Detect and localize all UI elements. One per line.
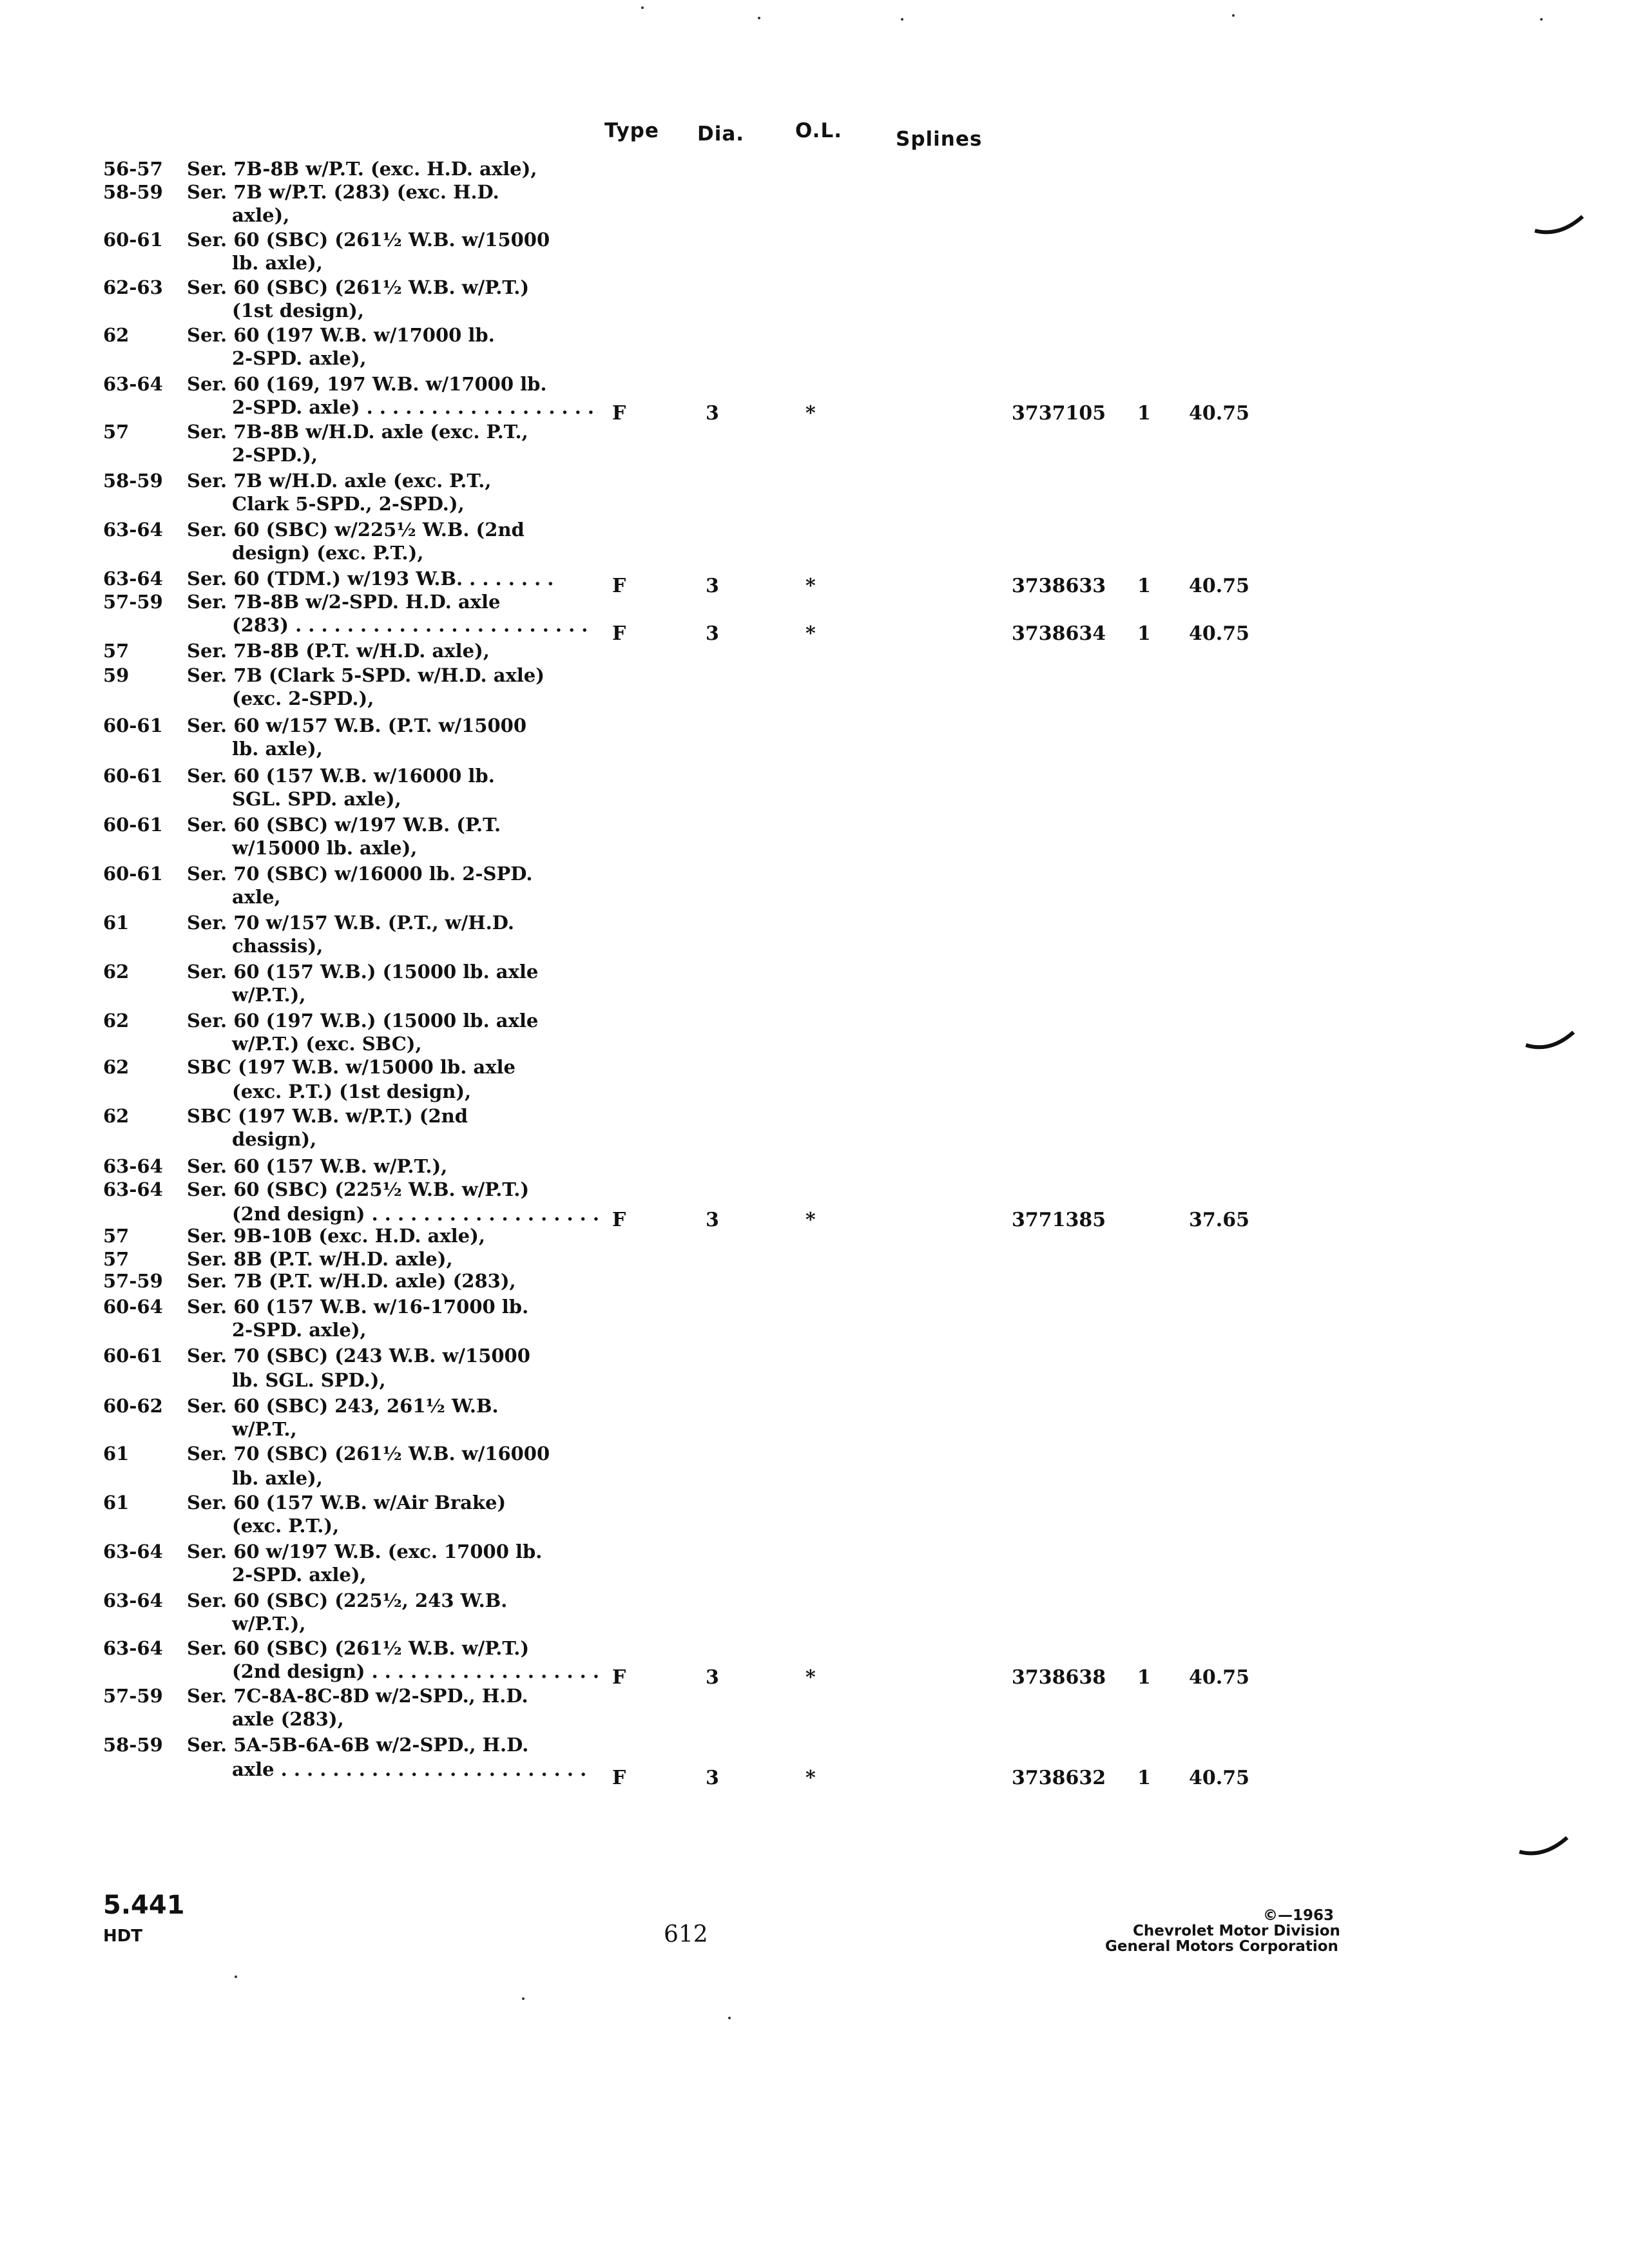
model-year: 63-64 — [103, 1155, 163, 1177]
model-year: 60-61 — [103, 765, 163, 787]
application-continuation: (2nd design) . . . . . . . . . . . . . . . . . . — [232, 1660, 599, 1682]
spec-quantity: 1 — [1137, 622, 1151, 645]
scan-speck — [1540, 18, 1543, 21]
model-year: 60-61 — [103, 814, 163, 836]
binding-mark — [1525, 1030, 1576, 1055]
spec-price: 40.75 — [1189, 575, 1249, 597]
application-continuation: w/P.T., — [232, 1418, 297, 1440]
scan-speck — [1232, 14, 1235, 17]
spec-ol: * — [805, 575, 816, 597]
model-year: 60-62 — [103, 1395, 163, 1417]
scan-speck — [641, 6, 644, 9]
application-continuation: axle . . . . . . . . . . . . . . . . . . . . . . . . — [232, 1758, 587, 1780]
spec-price: 40.75 — [1189, 1767, 1249, 1789]
part-number: 3738632 — [1012, 1767, 1106, 1789]
application-continuation: w/P.T.) (exc. SBC), — [232, 1033, 422, 1055]
part-number: 3738634 — [1012, 622, 1106, 645]
model-year: 58-59 — [103, 1734, 163, 1756]
application-text: Ser. 60 (TDM.) w/193 W.B. . . . . . . . — [187, 568, 554, 590]
model-year: 57 — [103, 1248, 130, 1270]
model-year: 62 — [103, 961, 130, 983]
spec-ol: * — [805, 1666, 816, 1689]
application-continuation: axle), — [232, 204, 290, 226]
application-text: Ser. 60 (157 W.B. w/Air Brake) — [187, 1492, 506, 1514]
application-text: Ser. 60 (157 W.B. w/16-17000 lb. — [187, 1296, 529, 1318]
application-text: Ser. 60 w/197 W.B. (exc. 17000 lb. — [187, 1541, 543, 1562]
spec-price: 40.75 — [1189, 1666, 1249, 1689]
application-continuation: design) (exc. P.T.), — [232, 542, 424, 564]
application-text: Ser. 60 (SBC) (261½ W.B. w/15000 — [187, 229, 550, 251]
model-year: 56-57 — [103, 158, 163, 180]
model-year: 63-64 — [103, 1178, 163, 1200]
model-year: 62-63 — [103, 276, 163, 298]
application-continuation: design), — [232, 1128, 317, 1150]
application-continuation: chassis), — [232, 935, 323, 957]
model-year: 63-64 — [103, 519, 163, 541]
application-continuation: w/15000 lb. axle), — [232, 837, 418, 859]
model-year: 62 — [103, 1105, 130, 1127]
spec-price: 37.65 — [1189, 1209, 1249, 1231]
application-text: Ser. 7C-8A-8C-8D w/2-SPD., H.D. — [187, 1685, 528, 1707]
header-dia: Dia. — [697, 122, 745, 146]
application-continuation: lb. SGL. SPD.), — [232, 1369, 386, 1391]
application-continuation: 2-SPD. axle), — [232, 1564, 367, 1586]
application-text: Ser. 60 (SBC) (225½, 243 W.B. — [187, 1590, 508, 1611]
spec-ol: * — [805, 1767, 816, 1789]
binding-mark — [1518, 1835, 1570, 1861]
spec-quantity: 1 — [1137, 575, 1151, 597]
model-year: 57 — [103, 1225, 130, 1247]
scan-speck — [235, 1975, 237, 1978]
model-year: 60-64 — [103, 1296, 163, 1318]
application-continuation: (283) . . . . . . . . . . . . . . . . . . . . . . . — [232, 614, 588, 636]
model-year: 58-59 — [103, 470, 163, 492]
application-continuation: axle (283), — [232, 1708, 344, 1730]
application-text: Ser. 60 (SBC) (261½ W.B. w/P.T.) — [187, 1637, 530, 1659]
application-text: Ser. 7B (P.T. w/H.D. axle) (283), — [187, 1270, 516, 1292]
page-number: 612 — [664, 1921, 708, 1948]
application-text: Ser. 60 (157 W.B.) (15000 lb. axle — [187, 961, 539, 983]
section-code: HDT — [103, 1927, 143, 1946]
application-text: Ser. 60 (SBC) w/197 W.B. (P.T. — [187, 814, 501, 836]
model-year: 58-59 — [103, 181, 163, 203]
model-year: 62 — [103, 1010, 130, 1032]
model-year: 61 — [103, 1443, 130, 1465]
spec-dia: 3 — [706, 1767, 719, 1789]
application-continuation: (exc. P.T.), — [232, 1515, 340, 1537]
application-text: Ser. 60 (197 W.B.) (15000 lb. axle — [187, 1010, 539, 1032]
spec-ol: * — [805, 402, 816, 425]
section-number: 5.441 — [103, 1890, 185, 1920]
spec-dia: 3 — [706, 1209, 719, 1231]
application-continuation: w/P.T.), — [232, 1613, 306, 1635]
model-year: 63-64 — [103, 1541, 163, 1562]
application-continuation: 2-SPD. axle), — [232, 1319, 367, 1341]
scan-speck — [728, 2017, 731, 2019]
copyright-line: ©—1963 — [1263, 1907, 1335, 1924]
application-text: Ser. 60 w/157 W.B. (P.T. w/15000 — [187, 715, 526, 736]
application-continuation: 2-SPD. axle) . . . . . . . . . . . . . . . . . . — [232, 396, 595, 418]
application-continuation: w/P.T.), — [232, 984, 306, 1006]
model-year: 63-64 — [103, 1637, 163, 1659]
spec-type: F — [612, 1666, 626, 1689]
application-continuation: (2nd design) . . . . . . . . . . . . . . . . . . — [232, 1203, 599, 1225]
application-text: Ser. 60 (SBC) w/225½ W.B. (2nd — [187, 519, 525, 541]
model-year: 61 — [103, 912, 130, 934]
application-continuation: lb. axle), — [232, 738, 323, 760]
model-year: 60-61 — [103, 863, 163, 885]
part-number: 3738638 — [1012, 1666, 1106, 1689]
model-year: 60-61 — [103, 229, 163, 251]
header-splines: Splines — [896, 128, 983, 151]
application-continuation: (1st design), — [232, 300, 364, 322]
scan-speck — [758, 17, 760, 19]
application-continuation: 2-SPD. axle), — [232, 347, 367, 369]
spec-type: F — [612, 1209, 626, 1231]
spec-dia: 3 — [706, 622, 719, 645]
model-year: 59 — [103, 664, 130, 686]
binding-mark — [1534, 213, 1585, 238]
corporation-line: General Motors Corporation — [1105, 1938, 1338, 1955]
header-ol: O.L. — [795, 119, 842, 142]
application-text: Ser. 9B-10B (exc. H.D. axle), — [187, 1225, 485, 1247]
model-year: 62 — [103, 1056, 130, 1078]
model-year: 57 — [103, 421, 130, 443]
application-continuation: SGL. SPD. axle), — [232, 788, 401, 810]
application-text: Ser. 7B (Clark 5-SPD. w/H.D. axle) — [187, 664, 545, 686]
spec-dia: 3 — [706, 1666, 719, 1689]
scan-speck — [522, 1997, 525, 2000]
application-text: SBC (197 W.B. w/P.T.) (2nd — [187, 1105, 468, 1127]
application-continuation: (exc. 2-SPD.), — [232, 687, 374, 709]
spec-dia: 3 — [706, 575, 719, 597]
header-type: Type — [604, 119, 659, 142]
part-number: 3738633 — [1012, 575, 1106, 597]
application-continuation: (exc. P.T.) (1st design), — [232, 1081, 472, 1102]
application-text: Ser. 60 (169, 197 W.B. w/17000 lb. — [187, 373, 547, 395]
spec-type: F — [612, 622, 626, 645]
part-number: 3737105 — [1012, 402, 1106, 425]
spec-type: F — [612, 1767, 626, 1789]
application-text: Ser. 7B-8B w/P.T. (exc. H.D. axle), — [187, 158, 537, 180]
application-text: Ser. 7B w/P.T. (283) (exc. H.D. — [187, 181, 499, 203]
scan-speck — [901, 18, 903, 21]
application-text: Ser. 60 (SBC) 243, 261½ W.B. — [187, 1395, 499, 1417]
application-text: Ser. 7B-8B w/H.D. axle (exc. P.T., — [187, 421, 528, 443]
application-text: Ser. 7B-8B w/2-SPD. H.D. axle — [187, 591, 501, 613]
application-text: Ser. 60 (157 W.B. w/16000 lb. — [187, 765, 495, 787]
application-text: Ser. 60 (157 W.B. w/P.T.), — [187, 1155, 448, 1177]
model-year: 63-64 — [103, 373, 163, 395]
application-continuation: 2-SPD.), — [232, 444, 318, 466]
application-text: Ser. 60 (SBC) (225½ W.B. w/P.T.) — [187, 1178, 530, 1200]
spec-ol: * — [805, 622, 816, 645]
model-year: 57 — [103, 640, 130, 662]
model-year: 60-61 — [103, 715, 163, 736]
model-year: 62 — [103, 324, 130, 346]
spec-dia: 3 — [706, 402, 719, 425]
application-continuation: lb. axle), — [232, 252, 323, 274]
spec-quantity: 1 — [1137, 402, 1151, 425]
spec-price: 40.75 — [1189, 402, 1249, 425]
model-year: 61 — [103, 1492, 130, 1514]
model-year: 57-59 — [103, 1270, 163, 1292]
model-year: 60-61 — [103, 1345, 163, 1367]
application-text: SBC (197 W.B. w/15000 lb. axle — [187, 1056, 516, 1078]
application-text: Ser. 70 (SBC) w/16000 lb. 2-SPD. — [187, 863, 533, 885]
model-year: 57-59 — [103, 591, 163, 613]
model-year: 63-64 — [103, 1590, 163, 1611]
application-text: Ser. 60 (SBC) (261½ W.B. w/P.T.) — [187, 276, 530, 298]
application-text: Ser. 8B (P.T. w/H.D. axle), — [187, 1248, 453, 1270]
application-text: Ser. 7B w/H.D. axle (exc. P.T., — [187, 470, 492, 492]
model-year: 57-59 — [103, 1685, 163, 1707]
spec-quantity: 1 — [1137, 1666, 1151, 1689]
spec-ol: * — [805, 1209, 816, 1231]
part-number: 3771385 — [1012, 1209, 1106, 1231]
application-text: Ser. 7B-8B (P.T. w/H.D. axle), — [187, 640, 490, 662]
division-line: Chevrolet Motor Division — [1133, 1923, 1340, 1939]
application-continuation: Clark 5-SPD., 2-SPD.), — [232, 493, 465, 515]
spec-type: F — [612, 575, 626, 597]
application-text: Ser. 5A-5B-6A-6B w/2-SPD., H.D. — [187, 1734, 529, 1756]
application-text: Ser. 70 (SBC) (261½ W.B. w/16000 — [187, 1443, 550, 1465]
application-text: Ser. 60 (197 W.B. w/17000 lb. — [187, 324, 495, 346]
model-year: 63-64 — [103, 568, 163, 590]
spec-type: F — [612, 402, 626, 425]
application-text: Ser. 70 (SBC) (243 W.B. w/15000 — [187, 1345, 530, 1367]
application-continuation: lb. axle), — [232, 1467, 323, 1489]
application-continuation: axle, — [232, 886, 281, 908]
spec-price: 40.75 — [1189, 622, 1249, 645]
spec-quantity: 1 — [1137, 1767, 1151, 1789]
application-text: Ser. 70 w/157 W.B. (P.T., w/H.D. — [187, 912, 514, 934]
